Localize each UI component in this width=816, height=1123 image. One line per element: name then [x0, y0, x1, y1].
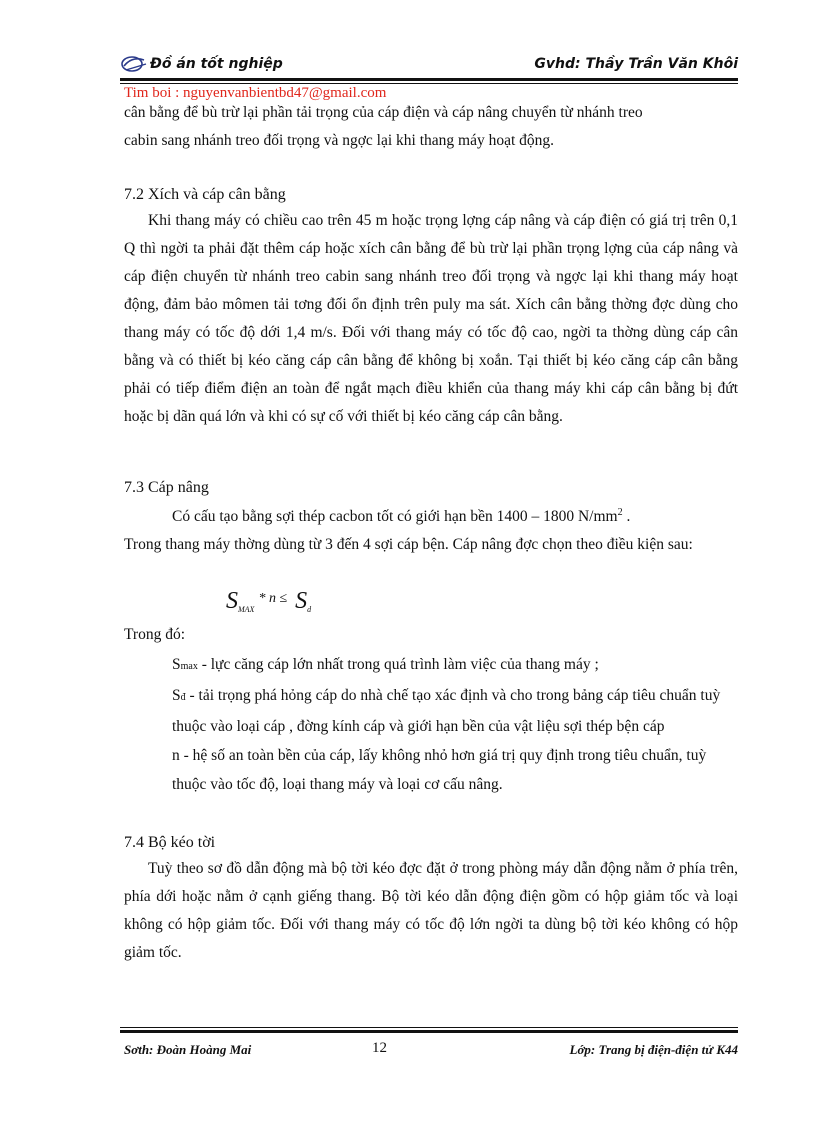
footer-class: Lớp: Trang bị điện-điện tử K44 — [569, 1042, 738, 1057]
contact-line: Tim boi : nguyenvanbientbd47@gmail.com — [124, 85, 387, 101]
cable-strength-text: Có cấu tạo bằng sợi thép cacbon tốt có giới hạn bền 1400 – 1800 N/mm — [172, 508, 618, 526]
footer-rule — [120, 1027, 738, 1033]
smax-subscript: max — [180, 661, 198, 672]
page-header — [120, 52, 738, 78]
header-rule — [120, 78, 738, 84]
definition-sd — [172, 681, 738, 741]
page-number: 12 — [372, 1040, 387, 1056]
smax-description: - lực căng cáp lớn nhất trong quá trình làm việc của thang máy ; — [197, 656, 599, 673]
section-7-4-paragraph: Tuỳ theo sơ đồ dẫn động mà bộ tời kéo đợc đặt ở trong phòng máy dẫn động nằm ở phía trên, phía dới hoặc nằm ở cạnh giếng thang. Bộ tời kéo dẫn động điện gồm có hộp giảm tốc và loại không có hộp giảm tốc. Đối với thang máy có tốc độ lớn ngời ta dùng bộ tời kéo không có hộp giảm tốc. — [124, 860, 738, 961]
section-7-2-body — [124, 207, 738, 431]
sd-description: - tải trọng phá hỏng cáp do nhà chế tạo xác định và cho trong bảng cáp tiêu chuẩn tuỳ thuộc vào loại cáp , đờng kính cáp và giới hạn bền của vật liệu sợi thép bện cáp — [172, 687, 721, 735]
definition-smax — [172, 650, 738, 681]
section-7-4-heading: 7.4 Bộ kéo tời — [124, 834, 216, 851]
section-7-3-heading: 7.3 Cáp nâng — [124, 479, 209, 496]
section-7-2-paragraph: Khi thang máy có chiều cao trên 45 m hoặc trọng lợng cáp nâng và cáp điện có giá trị trên 0,1 Q thì ngời ta phải đặt thêm cáp hoặc xích cân bằng để bù trừ lại phần trọng lợng của cáp nâng và cáp điện chuyển từ nhánh treo cabin sang nhánh treo đối trọng và ngợc lại khi thang máy hoạt động, đảm bảo mômen tải tơng đối ổn định trên puly ma sát. Xích cân bằng thờng đợc dùng cho thang máy có tốc độ dới 1,4 m/s. Đối với thang máy có tốc độ cao, ngời ta thờng dùng cáp cân bằng và có thiết bị kéo căng cáp cân bằng để không bị xoắn. Tại thiết bị kéo căng cáp cân bằng phải có tiếp điểm điện an toàn để ngắt mạch điều khiển của thang máy khi cáp cân bằng bị đứt hoặc bị dãn quá lớn và khi có sự cố với thiết bị kéo căng cáp cân bằng. — [124, 212, 738, 425]
formula-s-d: S — [295, 588, 308, 614]
sd-subscript: đ — [180, 692, 186, 703]
intro-line-2: cabin sang nhánh treo đối trọng và ngợc lại khi thang máy hoạt động. — [124, 132, 555, 149]
header-supervisor: Gvhd: Thầy Trần Văn Khôi — [534, 56, 738, 72]
definitions-list — [172, 650, 738, 799]
footer-author: Sơth: Đoàn Hoàng Mai — [124, 1042, 252, 1057]
formula-operator: * n ≤ — [258, 591, 288, 606]
header-title: Đồ án tốt nghiệp — [150, 56, 283, 72]
formula-s-max: S — [226, 588, 238, 614]
section-7-4-body — [124, 855, 738, 967]
safety-formula — [226, 588, 311, 618]
intro-line-1: cân bằng để bù trừ lại phần tải trọng của cáp điện và cáp nâng chuyển từ nhánh treo — [124, 104, 643, 121]
intro-paragraph — [124, 99, 738, 155]
section-7-3-paragraph-a — [124, 499, 738, 531]
formula-sub-max: MAX — [238, 605, 255, 614]
definition-n: n - hệ số an toàn bền của cáp, lấy không nhỏ hơn giá trị quy định trong tiêu chuẩn, tuỳ thuộc vào tốc độ, loại thang máy và loại cơ cấu nâng. — [172, 747, 707, 793]
section-7-3-body — [124, 499, 738, 559]
section-7-3-paragraph-b: Trong thang máy thờng dùng từ 3 đến 4 sợi cáp bện. Cáp nâng đợc chọn theo điều kiện sau: — [124, 536, 693, 554]
formula-sub-d: d — [307, 605, 312, 614]
unit-superscript: 2 — [617, 507, 623, 518]
section-7-2-heading: 7.2 Xích và cáp cân bằng — [124, 186, 286, 203]
cable-strength-end: . — [622, 508, 631, 526]
where-label: Trong đó: — [124, 626, 186, 643]
smax-symbol: S — [172, 656, 181, 673]
stylized-logo-icon — [120, 54, 148, 74]
sd-symbol: S — [172, 687, 181, 704]
